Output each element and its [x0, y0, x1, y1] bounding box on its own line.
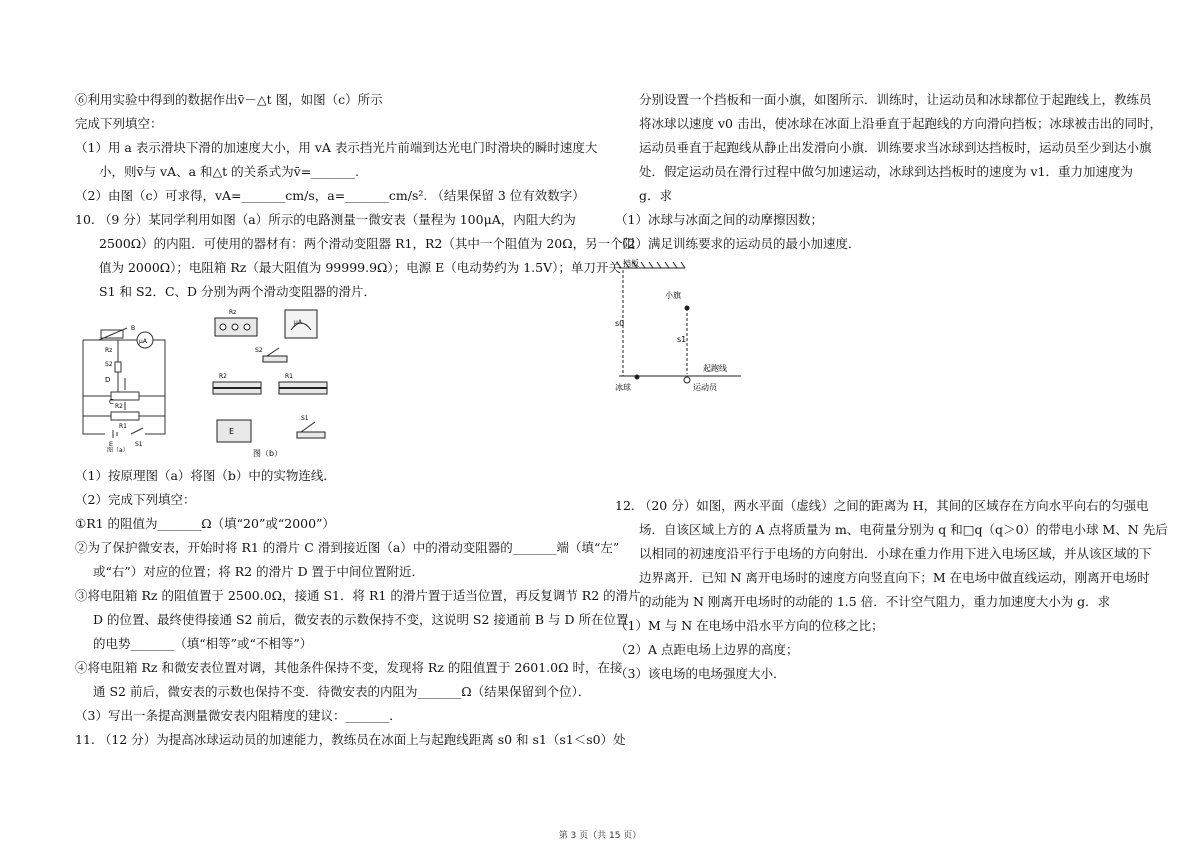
text-line: 运动员垂直于起跑线从静止出发滑向小旗．训练要求当冰球到达挡板时，运动员至少到达小旗 [639, 140, 1152, 155]
circuit-label: C [109, 398, 114, 406]
circuit-label: R2 [115, 403, 123, 410]
text-line: ①R1 的阻值为_______Ω（填“20”或“2000”） [75, 516, 335, 531]
circuit-label: R1 [119, 423, 127, 430]
page-footer: 第 3 页（共 15 页） [558, 831, 642, 841]
apparatus-label: S1 [301, 415, 309, 422]
s0-label: s0 [615, 319, 625, 328]
apparatus-label: Rz [229, 309, 237, 316]
ice-rink-diagram [615, 258, 785, 398]
text-line: 2500Ω）的内阻．可使用的器材有：两个滑动变阻器 R1，R2（其中一个阻值为 20Ω，另一个阻 [99, 236, 636, 251]
text-line: 或“右”）对应的位置；将 R2 的滑片 D 置于中间位置附近． [93, 564, 425, 579]
text-line: 将冰球以速度 v0 击出，使冰球在冰面上沿垂直于起跑线的方向滑向挡板；冰球被击出的同时， [639, 116, 1162, 131]
apparatus-label: R1 [285, 373, 293, 380]
board-label: 挡板 [623, 259, 639, 268]
text-line: 通 S2 前后，微安表的示数也保持不变．待微安表的内阻为_______Ω（结果保留到个位）． [93, 684, 591, 699]
question-12-heading: 12. （20 分）如图，两水平面（虚线）之间的距离为 H，其间的区域存在方向水平向右的匀强电 [615, 498, 1149, 513]
text-line: （1）M 与 N 在电场中沿水平方向的位移之比； [615, 618, 884, 633]
text-line: （2）由图（c）可求得，vA=_______cm/s，a=_______cm/s². （结果保留 3 位有效数字） [75, 188, 585, 203]
text-line: （2）完成下列填空： [75, 492, 196, 507]
text-line: （2）满足训练要求的运动员的最小加速度． [615, 236, 861, 251]
text-line: 分别设置一个挡板和一面小旗，如图所示．训练时，让运动员和冰球都位于起跑线上，教练员 [639, 92, 1152, 107]
text-line: （1）冰球与冰面之间的动摩擦因数； [615, 212, 823, 227]
text-line: D 的位置、最终使得接通 S2 前后，微安表的示数保持不变，这说明 S2 接通前 B 与 D 所在位置 [93, 612, 629, 627]
text-line: （1）用 a 表示滑块下滑的加速度大小，用 vA 表示挡光片前端到达光电门时滑块的瞬时速度大 [75, 140, 598, 155]
text-line: 的动能为 N 刚离开电场时的动能的 1.5 倍．不计空气阻力，重力加速度大小为 g．求 [639, 594, 1111, 609]
apparatus-label: S2 [255, 347, 263, 354]
text-line: 处．假定运动员在滑行过程中做匀加速运动，冰球到达挡板时的速度为 v1．重力加速度为 [639, 164, 1133, 179]
text-line: ⑥利用实验中得到的数据作出v̄－△t 图，如图（c）所示 [75, 92, 383, 107]
text-line: S1 和 S2．C、D 分别为两个滑动变阻器的滑片． [99, 284, 377, 299]
circuit-diagram-a [75, 318, 175, 454]
start-line-label: 起跑线 [703, 364, 727, 373]
circuit-label: E [109, 441, 113, 448]
text-line: 边界离开．已知 N 离开电场时的速度方向竖直向下；M 在电场中做直线运动，刚离开电场时 [639, 570, 1150, 585]
text-line: ③将电阻箱 Rz 的阻值置于 2500.0Ω，接通 S1．将 R1 的滑片置于适当位置，再反复调节 R2 的滑片 [75, 588, 641, 603]
circuit-label: μA [139, 338, 147, 345]
athlete-label: 运动员 [693, 383, 717, 392]
question-10-heading: 10. （9 分）某同学利用如图（a）所示的电路测量一微安表（量程为 100μA，内阻大约为 [75, 212, 576, 227]
circuit-label: S1 [135, 441, 143, 448]
question-11-heading: 11. （12 分）为提高冰球运动员的加速能力，教练员在冰面上与起跑线距离 s0 和 s1（s1＜s0）处 [75, 732, 626, 747]
text-line: 的电势_______（填“相等”或“不相等”） [93, 636, 313, 651]
text-line: ④将电阻箱 Rz 和微安表位置对调，其他条件保持不变，发现将 Rz 的阻值置于 2601.0Ω 时，在接 [75, 660, 623, 675]
text-line: g．求 [639, 188, 673, 203]
text-line: ②为了保护微安表，开始时将 R1 的滑片 C 滑到接近图（a）中的滑动变阻器的_______端（填“左” [75, 540, 620, 555]
circuit-label: B [131, 325, 136, 332]
text-line: （3）写出一条提高测量微安表内阻精度的建议：_______． [75, 708, 402, 723]
apparatus-label: R2 [219, 373, 227, 380]
figures-q10 [75, 304, 595, 464]
text-line: 场．自该区域上方的 A 点将质量为 m、电荷量分别为 q 和□q（q＞0）的带电小球 M、N 先后 [639, 522, 1168, 537]
text-line: 小，则v̄与 vA、a 和△t 的关系式为v̄=_______. [99, 164, 359, 179]
apparatus-label: E [229, 427, 235, 436]
apparatus-diagram-b [205, 304, 335, 464]
circuit-label: S2 [105, 361, 113, 368]
circuit-label: Rz [105, 347, 113, 354]
text-line: （1）按原理图（a）将图（b）中的实物连线． [75, 468, 336, 483]
circuit-label: D [105, 376, 111, 384]
right-column [615, 88, 1168, 686]
figure-caption: 图（b） [253, 449, 283, 458]
text-line: （2）A 点距电场上边界的高度； [615, 642, 799, 657]
apparatus-label: μA [294, 319, 302, 326]
s1-label: s1 [677, 335, 687, 344]
text-line: 值为 2000Ω）；电阻箱 Rz（最大阻值为 99999.9Ω）；电源 E（电动势约为 1.5V）；单刀开关 [99, 260, 621, 275]
text-line: 以相同的初速度沿平行于电场的方向射出．小球在重力作用下进入电场区域，并从该区域的下 [639, 546, 1152, 561]
puck-label: 冰球 [615, 383, 631, 392]
text-line: 完成下列填空： [75, 116, 163, 131]
flag-label: 小旗 [665, 291, 681, 300]
figure-caption: 图（a） [107, 447, 129, 454]
text-line: （3）该电场的电场强度大小． [615, 666, 786, 681]
